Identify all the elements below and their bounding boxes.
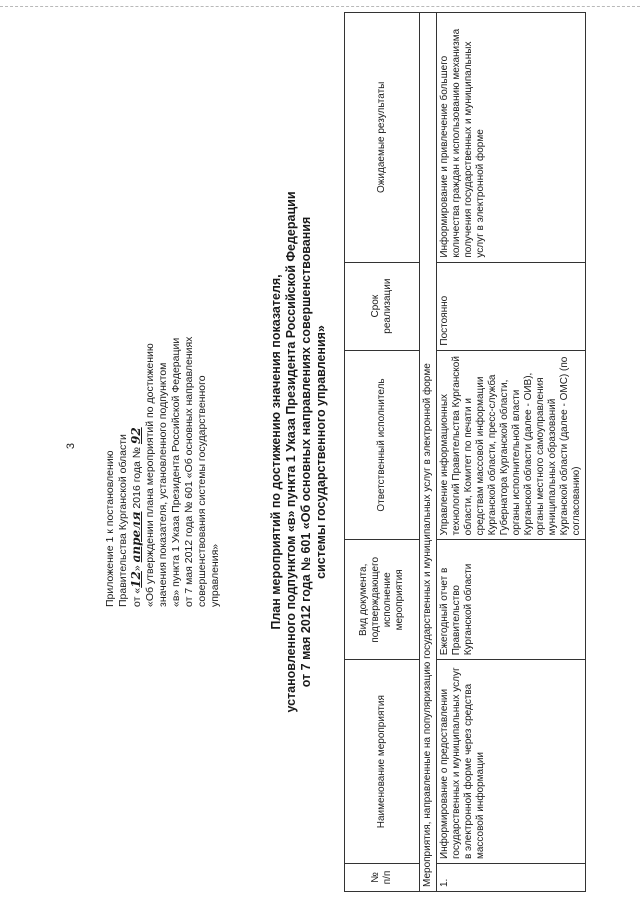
plan-table <box>344 12 586 892</box>
appendix-line: «в» пункта 1 Указа Президента Российской Федерации <box>170 337 182 607</box>
appendix-line: Приложение 1 к постановлению <box>104 450 116 607</box>
handwritten-number: 92 <box>129 427 143 445</box>
cell-results: Информирование и привлечение большего количества граждан к использованию механизма получения государственных и муниципальных услуг в электронной форме <box>437 13 586 263</box>
appendix-line: Правительства Курганской области <box>117 434 129 607</box>
cell-responsible: Управление информационных технологий Правительства Курганской области, Комитет по печати и средствам массовой информации Курганской области, пресс-служба Губернатора Курганской области, органы исполнительной власти Курганской области (далее - ОИВ), органы местного самоуправления муниципальных образований Курганской области (далее - ОМС) (по согласованию) <box>437 350 586 540</box>
rotated-page-content <box>64 12 639 892</box>
table-header-row <box>345 13 420 892</box>
cell-deadline: Постоянно <box>437 262 586 350</box>
appendix-line: управления» <box>209 543 221 607</box>
date-year: 2016 года № <box>131 444 143 512</box>
title-line: от 7 мая 2012 года № 601 «Об основных направлениях совершенствования <box>299 216 313 688</box>
appendix-line: от 7 мая 2012 года № 601 «Об основных направлениях <box>183 336 195 607</box>
page-number: 3 <box>65 442 77 450</box>
header-name: Наименование мероприятия <box>345 660 420 864</box>
cell-name: Информирование о предоставлении государственных и муниципальных услуг в электронной форме через средства массовой информации <box>437 660 586 864</box>
header-responsible: Ответственный исполнитель <box>345 350 420 540</box>
plan-title <box>269 12 329 892</box>
appendix-line: совершенствования системы государственного <box>196 375 208 607</box>
title-line: План мероприятий по достижению значения показателя, <box>269 274 283 630</box>
section-title: Мероприятия, направленные на популяризацию государственных и муниципальных услуг в электронной форме <box>420 13 437 892</box>
appendix-line: «Об утверждении плана мероприятий по достижению <box>144 343 156 607</box>
handwritten-day: 12 <box>129 571 143 588</box>
section-row <box>420 13 437 892</box>
cell-doc: Ежегодный отчет в Правительство Курганской области <box>437 540 586 660</box>
header-deadline: Срок реализации <box>345 262 420 350</box>
header-results: Ожидаемые результаты <box>345 13 420 263</box>
header-num: № п/п <box>345 864 420 892</box>
scan-border <box>0 6 640 7</box>
title-line: системы государственного управления» <box>314 325 328 579</box>
handwritten-month: апреля <box>129 511 143 563</box>
date-middle: » <box>131 562 143 572</box>
header-doc: Вид документа, подтверждающего исполнение мероприятия <box>345 540 420 660</box>
title-line: установленного подпунктом «в» пункта 1 Указа Президента Российской Федерации <box>284 191 298 713</box>
appendix-line: значения показателя, установленного подпунктом <box>157 362 169 607</box>
cell-num: 1. <box>437 864 586 892</box>
appendix-date-line <box>130 252 144 607</box>
date-prefix: от « <box>131 587 143 607</box>
table-row <box>437 13 586 892</box>
appendix-block <box>104 252 222 607</box>
